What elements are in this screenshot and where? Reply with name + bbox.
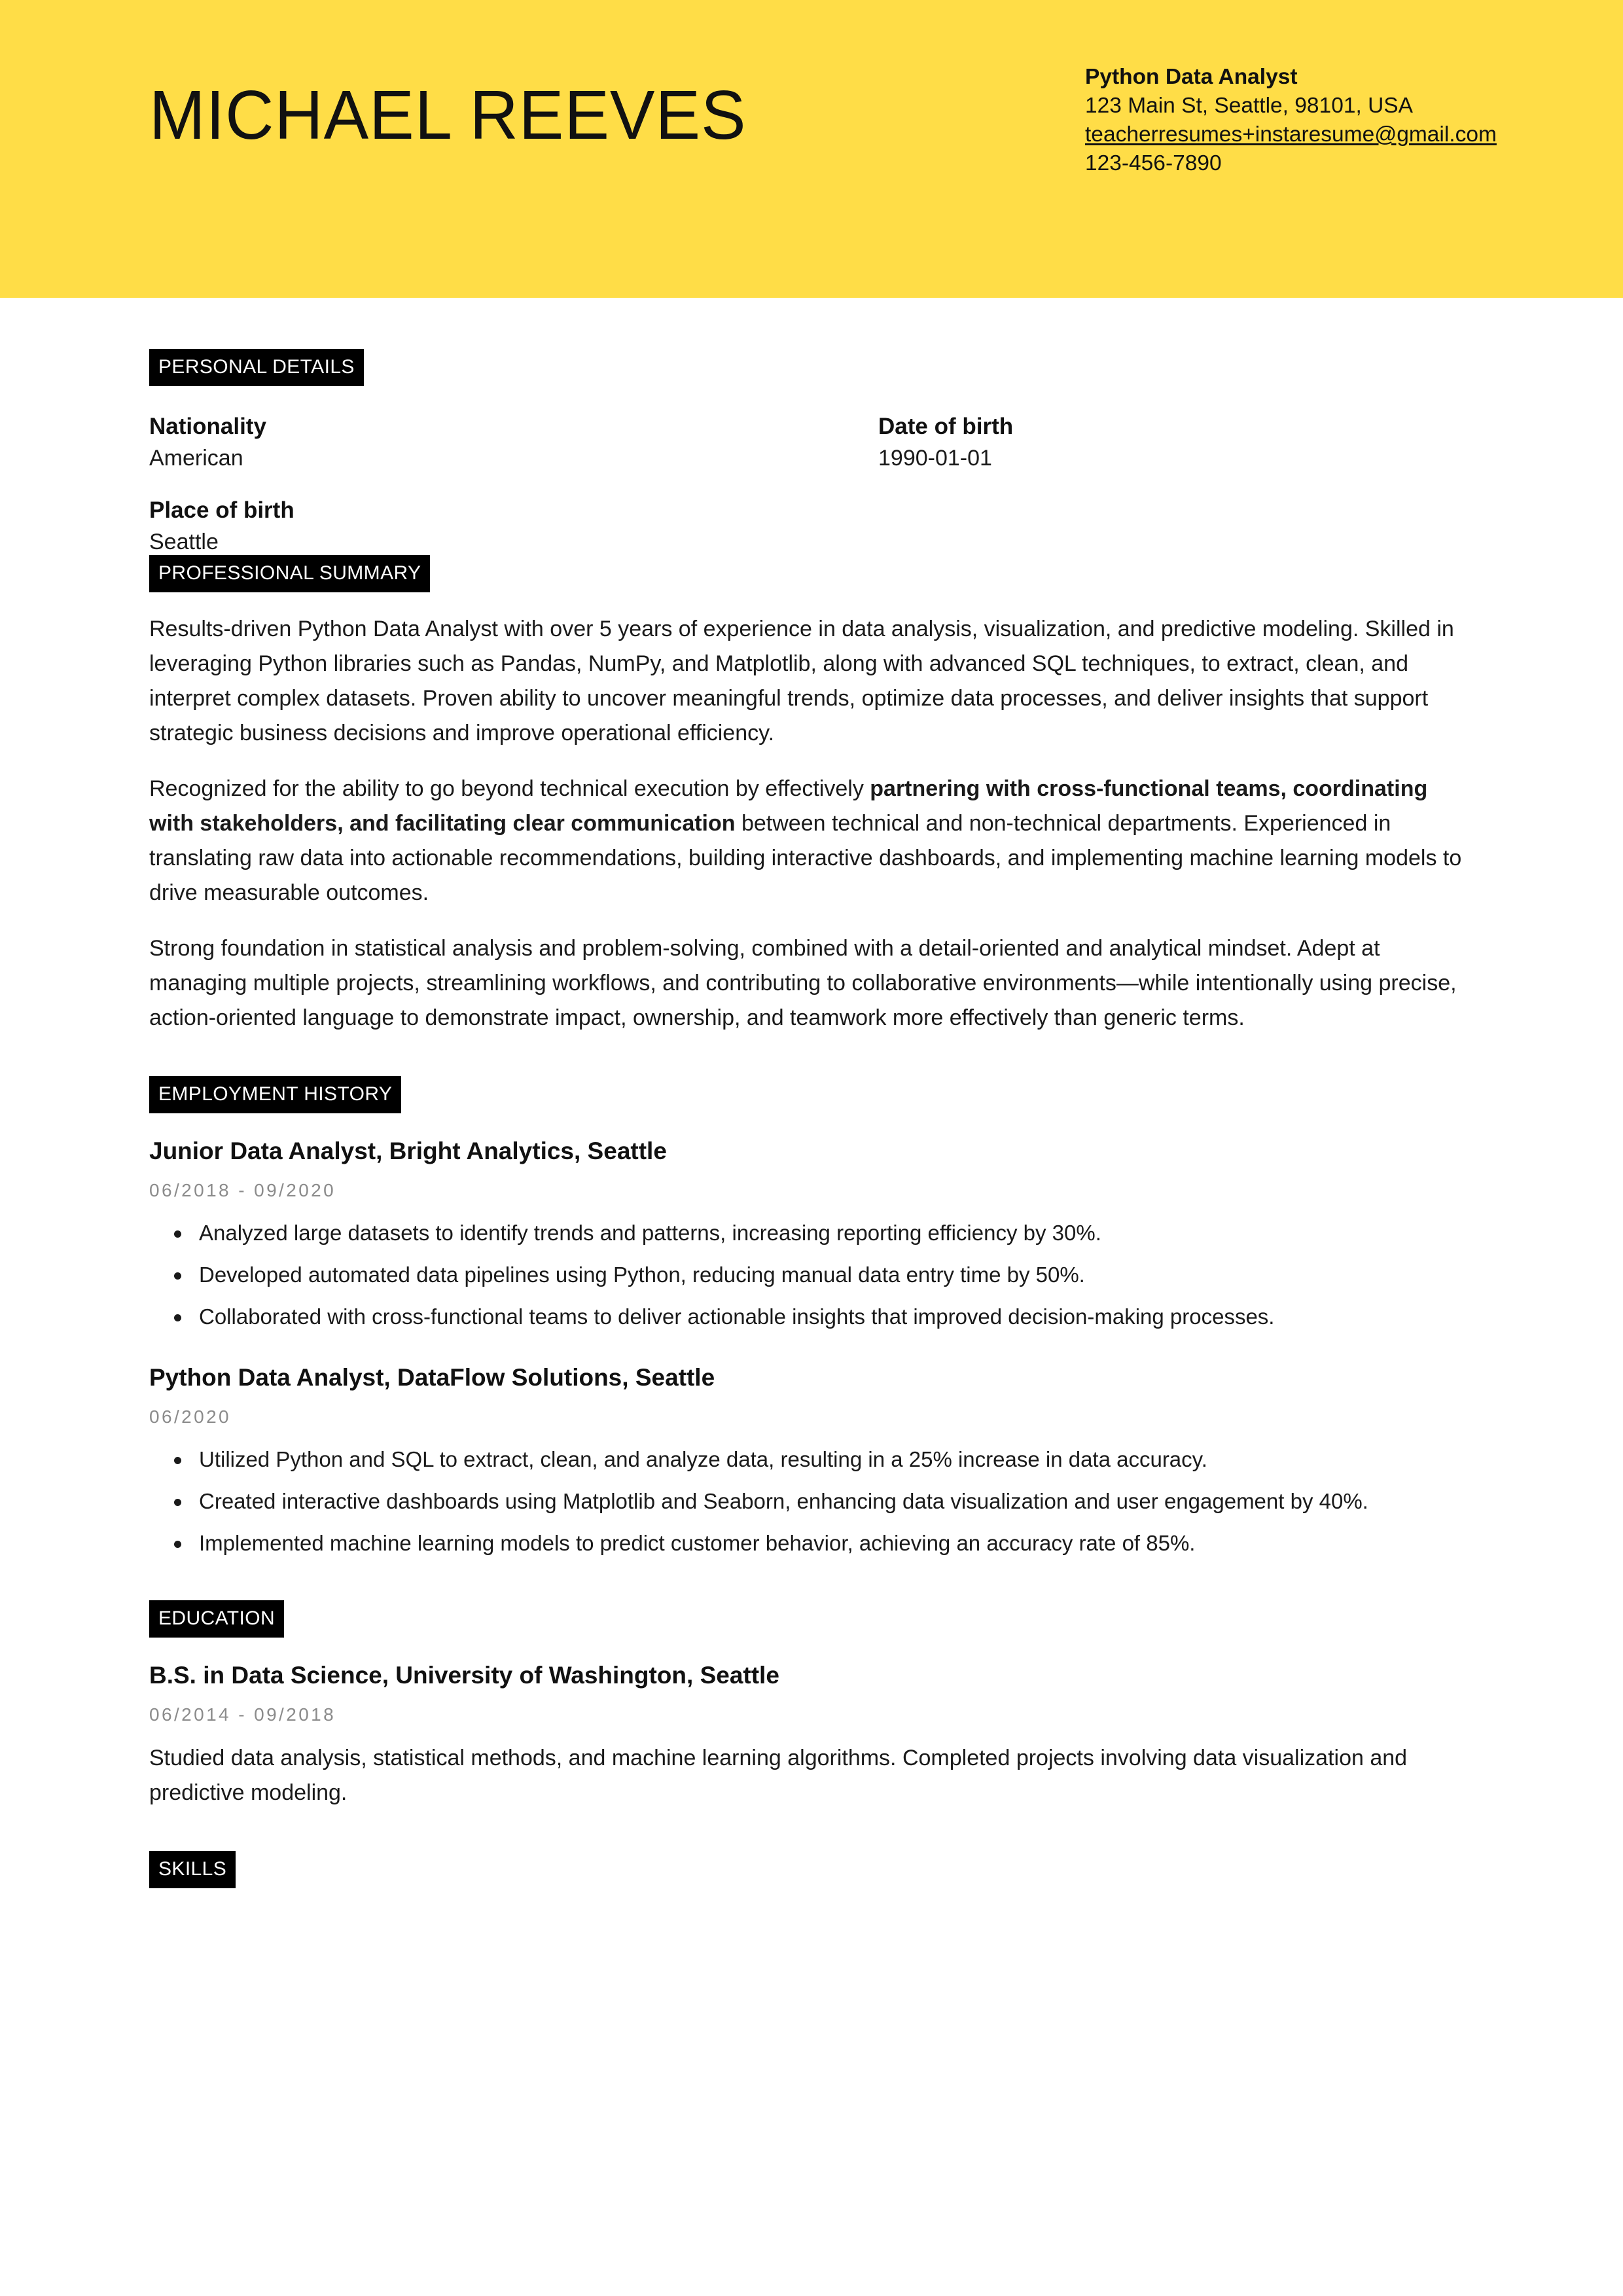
entry-description: Studied data analysis, statistical methods, and machine learning algorithms. Completed projects involving data visualization and predictive modeling. [149, 1746, 1408, 1805]
field-date-of-birth [878, 411, 1533, 474]
education-entry [149, 1660, 1472, 1810]
field-label: Place of birth [149, 497, 294, 523]
field-value: Seattle [149, 529, 219, 554]
entry-date-range: 06/2018 - 09/2020 [149, 1180, 336, 1200]
summary-tail-text: between technical and non-technical departments. Experienced in translating raw data into actionable recommendations, building interactive dashboards, and implementing machine learning models to drive measurable outcomes. [149, 811, 1462, 905]
spacer [149, 592, 1472, 612]
summary-bold-text: partnering with cross-functional teams, coordinating with stakeholders, and facilitating clear communication [149, 776, 1428, 836]
field-nationality [149, 411, 836, 474]
field-value: American [149, 446, 243, 471]
spacer [149, 1560, 1472, 1600]
section-employment-history [149, 1076, 1472, 1560]
section-title-education: EDUCATION [149, 1600, 284, 1638]
list-item: Analyzed large datasets to identify trends and patterns, increasing reporting efficiency by 30%. [199, 1217, 1472, 1249]
section-title-personal-details: PERSONAL DETAILS [149, 349, 364, 386]
candidate-name: MICHAEL REEVES [149, 77, 747, 154]
field-label: Date of birth [878, 414, 1014, 439]
field-place-of-birth [149, 495, 836, 558]
job-title: Python Data Analyst [1085, 65, 1298, 89]
summary-lead-text: Recognized for the ability to go beyond technical execution by effectively [149, 776, 870, 801]
entry-title: Junior Data Analyst, Bright Analytics, Seattle [149, 1138, 667, 1164]
spacer [149, 298, 1472, 349]
section-title-skills: SKILLS [149, 1851, 236, 1888]
address-line: 123 Main St, Seattle, 98101, USA [1085, 94, 1413, 118]
header-inner [149, 0, 1623, 298]
spacer [149, 1035, 1472, 1076]
entry-bullet-list [149, 1217, 1472, 1333]
email-line [1085, 120, 1623, 149]
entry-title: Python Data Analyst, DataFlow Solutions, Seattle [149, 1364, 715, 1391]
contact-block [1085, 63, 1623, 178]
summary-paragraph-1: Results-driven Python Data Analyst with over 5 years of experience in data analysis, visualization, and predictive modeling. Skilled in leveraging Python libraries such as Pandas, NumPy, and Matplotlib, along with advanced SQL techniques, to extract, clean, and interpret complex datasets. Proven ability to uncover meaningful trends, optimize data processes, and deliver insights that support strategic business decisions and improve operational efficiency. [149, 617, 1454, 745]
entry-bullet-list [149, 1443, 1472, 1560]
section-professional-summary [149, 555, 1472, 1035]
summary-paragraph-3: Strong foundation in statistical analysis and problem-solving, combined with a detail-oriented and analytical mindset. Adept at managing multiple projects, streamlining workflows, and contributing to collaborative environments—while intentionally using precise, action-oriented language to demonstrate impact, ownership, and teamwork more effectively than generic terms. [149, 936, 1457, 1030]
entry-date-range: 06/2020 [149, 1407, 232, 1427]
section-skills [149, 1851, 1472, 1888]
personal-details-grid [149, 411, 1472, 555]
email-link[interactable]: teacherresumes+instaresume@gmail.com [1085, 122, 1497, 147]
field-label: Nationality [149, 414, 266, 439]
entry-title: B.S. in Data Science, University of Washington, Seattle [149, 1662, 779, 1689]
resume-body [0, 298, 1623, 1888]
section-title-professional-summary: PROFESSIONAL SUMMARY [149, 555, 430, 592]
list-item: Created interactive dashboards using Matplotlib and Seaborn, enhancing data visualization and user engagement by 40%. [199, 1485, 1472, 1518]
resume-header-band [0, 0, 1623, 298]
list-item: Developed automated data pipelines using Python, reducing manual data entry time by 50%. [199, 1259, 1472, 1291]
employment-entry [149, 1362, 1472, 1560]
employment-entry [149, 1136, 1472, 1333]
section-personal-details [149, 349, 1472, 555]
list-item: Collaborated with cross-functional teams to deliver actionable insights that improved decision-making processes. [199, 1300, 1472, 1333]
personal-details-column-left [149, 411, 836, 579]
list-item: Implemented machine learning models to predict customer behavior, achieving an accuracy rate of 85%. [199, 1527, 1472, 1560]
spacer [149, 1810, 1472, 1851]
phone-line: 123-456-7890 [1085, 151, 1222, 175]
section-title-employment-history: EMPLOYMENT HISTORY [149, 1076, 401, 1113]
section-education [149, 1600, 1472, 1810]
personal-details-column-right [878, 411, 1533, 495]
summary-paragraph-2 [149, 772, 1472, 910]
field-value: 1990-01-01 [878, 446, 992, 471]
list-item: Utilized Python and SQL to extract, clean, and analyze data, resulting in a 25% increase in data accuracy. [199, 1443, 1472, 1476]
entry-date-range: 06/2014 - 09/2018 [149, 1704, 336, 1725]
